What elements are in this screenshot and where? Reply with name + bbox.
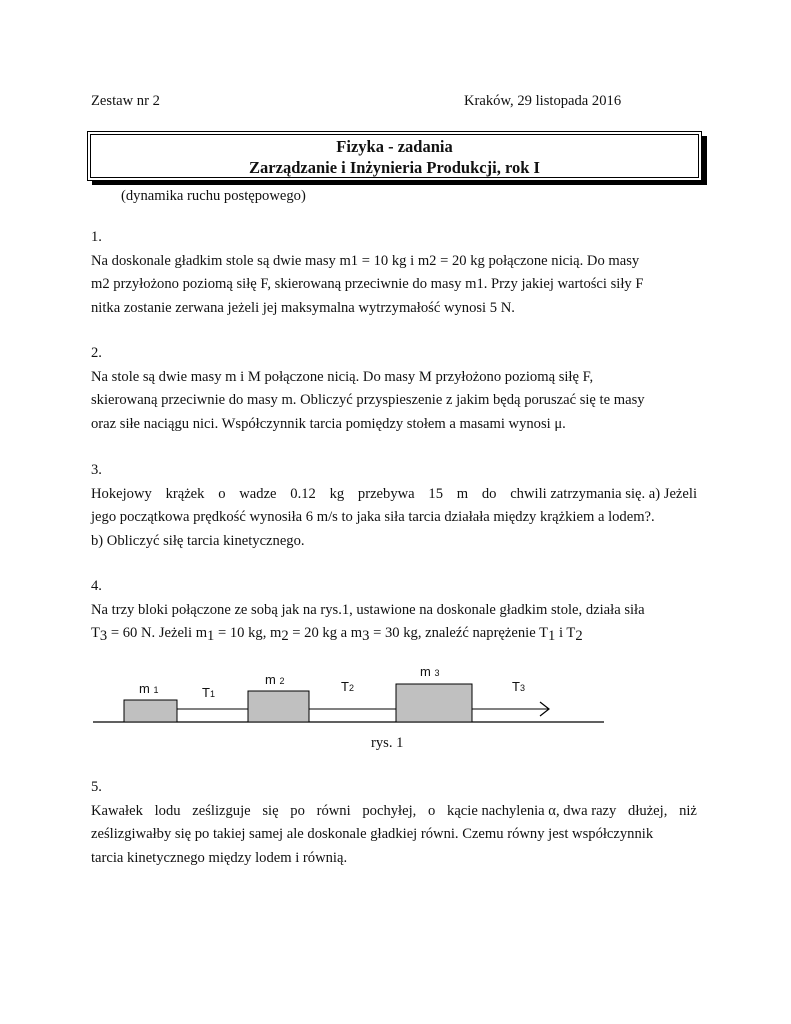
problem-number: 1. bbox=[91, 229, 102, 245]
problem-line: Na stole są dwie masy m i M połączone nicią. Do masy M przyłożono poziomą siłę F, bbox=[91, 368, 594, 385]
word: pochyłej, bbox=[362, 802, 417, 819]
problem-line: m2 przyłożono poziomą siłę F, skierowaną przeciwnie do masy m1. Przy jakiej wartości siły F bbox=[91, 276, 644, 292]
subscript: 1 bbox=[207, 628, 215, 644]
subscript: 3 bbox=[362, 628, 370, 644]
word: Kawałek bbox=[91, 802, 143, 819]
problem-number: 5. bbox=[91, 779, 102, 795]
title-box bbox=[87, 131, 702, 181]
force-t3-arrowhead bbox=[540, 702, 549, 716]
block-m1 bbox=[124, 700, 177, 722]
word: ześlizguje bbox=[192, 802, 251, 819]
problem-line-formula bbox=[91, 622, 645, 646]
word: dłużej, bbox=[628, 802, 668, 819]
problem-line-justified bbox=[91, 483, 697, 507]
word: m bbox=[456, 485, 469, 502]
subtitle: (dynamika ruchu postępowego) bbox=[121, 188, 306, 204]
block-m2 bbox=[248, 691, 309, 722]
word: krążek bbox=[165, 485, 205, 502]
problem-line-justified bbox=[91, 800, 697, 824]
label-t2: T2 bbox=[341, 679, 354, 694]
label-t3: T3 bbox=[512, 679, 525, 694]
word: równi bbox=[316, 802, 351, 819]
word: Hokejowy bbox=[91, 485, 152, 502]
word: o bbox=[428, 802, 436, 819]
figure-caption: rys. 1 bbox=[371, 735, 404, 751]
text-run: = 10 kg, m bbox=[214, 625, 282, 641]
problem-line: b) Obliczyć siłę tarcia kinetycznego. bbox=[91, 532, 305, 549]
text-run: i T bbox=[555, 625, 576, 641]
problem-line: skierowaną przeciwnie do masy m. Obliczyć przyspieszenie z jakim będą poruszać się te masy bbox=[91, 392, 645, 408]
word: wadze bbox=[239, 485, 277, 502]
problem-2 bbox=[91, 342, 645, 436]
subscript: 3 bbox=[99, 628, 108, 644]
word: 15 bbox=[428, 485, 443, 502]
problem-line: nitka zostanie zerwana jeżeli jej maksymalna wytrzymałość wynosi 5 N. bbox=[91, 299, 515, 316]
problem-line: jego początkowa prędkość wynosiła 6 m/s to jaka siła tarcia działała między krążkiem a lodem?. bbox=[91, 509, 655, 525]
problem-line: ześlizgiwałby się po takiej samej ale doskonale gładkiej równi. Czemu równy jest współczynnik bbox=[91, 826, 654, 842]
problem-4 bbox=[91, 575, 645, 646]
problem-number: 3. bbox=[91, 462, 102, 478]
word: lodu bbox=[154, 802, 181, 819]
problem-number: 2. bbox=[91, 345, 102, 361]
word: do bbox=[481, 485, 497, 502]
title-box-shadow-right bbox=[702, 136, 707, 185]
text-run: = 30 kg, znaleźć naprężenie T bbox=[369, 625, 548, 641]
problem-1 bbox=[91, 226, 643, 320]
text-run: = 20 kg a m bbox=[288, 625, 363, 641]
problem-3 bbox=[91, 459, 697, 553]
problem-line: Na doskonale gładkim stole są dwie masy m1 = 10 kg i m2 = 20 kg połączone nicią. Do masy bbox=[91, 252, 640, 269]
word: się bbox=[262, 802, 279, 819]
word: 0.12 bbox=[290, 485, 316, 502]
label-m3: m 3 bbox=[420, 664, 440, 679]
block-m3 bbox=[396, 684, 472, 722]
word: chwili zatrzymania się. a) Jeżeli bbox=[510, 485, 697, 502]
text-run: = 60 N. Jeżeli m bbox=[107, 625, 208, 641]
word: kącie nachylenia α, dwa razy bbox=[447, 802, 617, 819]
subscript: 2 bbox=[281, 628, 289, 644]
problem-line: Na trzy bloki połączone ze sobą jak na rys.1, ustawione na doskonale gładkim stole, działa siła bbox=[91, 601, 645, 618]
problem-5 bbox=[91, 776, 697, 870]
label-t1: T1 bbox=[202, 685, 215, 700]
subscript: 1 bbox=[548, 628, 556, 644]
date-location: Kraków, 29 listopada 2016 bbox=[464, 93, 622, 109]
label-m2: m 2 bbox=[265, 672, 285, 687]
label-m1: m 1 bbox=[139, 681, 159, 696]
word: po bbox=[290, 802, 305, 819]
problem-line: tarcia kinetycznego między lodem i równią. bbox=[91, 849, 348, 866]
title-main: Fizyka - zadania bbox=[336, 137, 453, 156]
set-number: Zestaw nr 2 bbox=[91, 93, 160, 109]
word: niż bbox=[679, 802, 697, 819]
word: przebywa bbox=[357, 485, 415, 502]
symbol-t: T bbox=[91, 625, 100, 641]
word: kg bbox=[329, 485, 345, 502]
problem-number: 4. bbox=[91, 578, 102, 594]
word: o bbox=[218, 485, 226, 502]
title-course: Zarządzanie i Inżynieria Produkcji, rok I bbox=[249, 158, 540, 177]
subscript: 2 bbox=[575, 628, 583, 644]
problem-line: oraz siłe naciągu nici. Współczynnik tarcia pomiędzy stołem a masami wynosi μ. bbox=[91, 415, 566, 432]
